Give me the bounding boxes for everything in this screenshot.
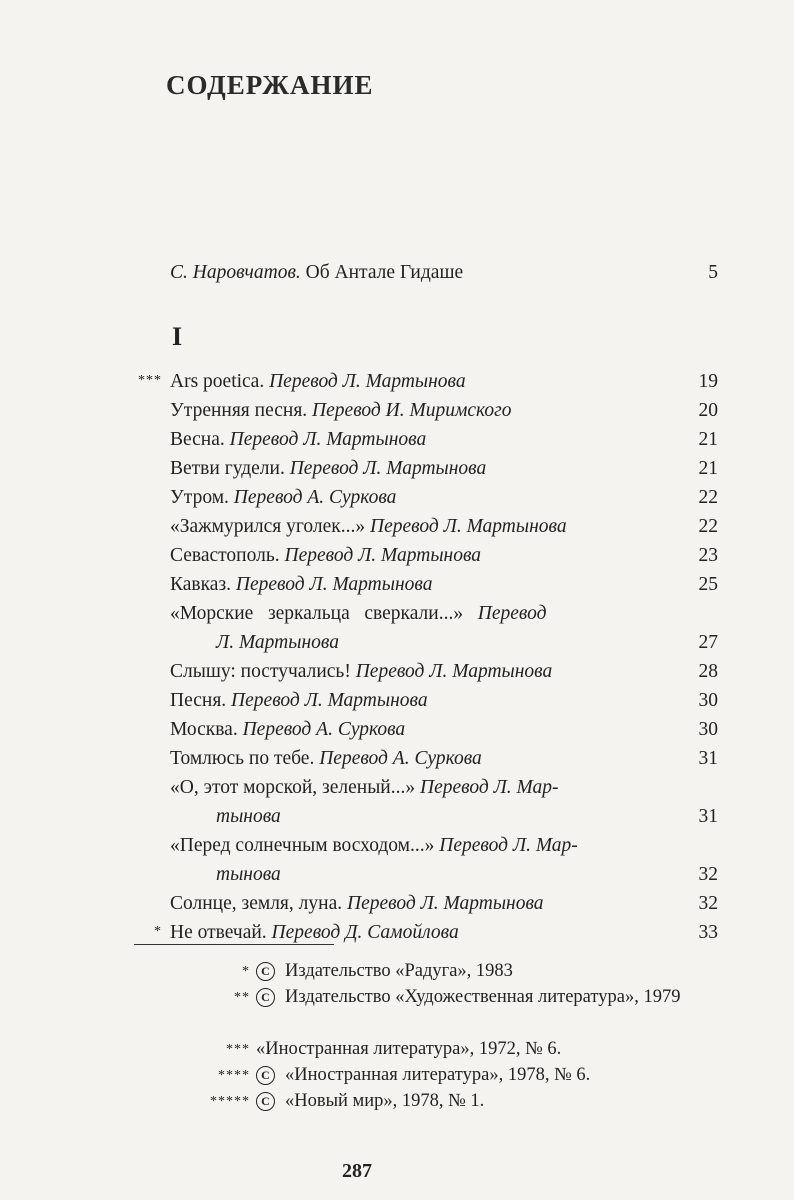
poem-title: Севастополь. bbox=[170, 545, 285, 566]
footnote-marker: * bbox=[154, 924, 162, 939]
intro-title: Об Антале Гидаше bbox=[300, 262, 464, 283]
copyright-icon: C bbox=[256, 988, 275, 1007]
page-ref: 27 bbox=[698, 632, 718, 653]
section-number: I bbox=[172, 322, 183, 351]
page-ref: 21 bbox=[698, 458, 718, 479]
intro-author: С. Наровчатов. bbox=[170, 262, 301, 283]
translator: Перевод И. Миримского bbox=[312, 400, 512, 421]
poem-title: «Перед солнечным восходом...» bbox=[170, 835, 440, 856]
translator: Перевод Л. Мартынова bbox=[229, 429, 427, 450]
translator: Перевод Л. Мартынова bbox=[284, 545, 482, 566]
poem-title: Слышу: постучались! bbox=[170, 661, 356, 682]
translator: Перевод Л. Мартынова bbox=[346, 893, 544, 914]
intro-entry bbox=[170, 258, 718, 287]
page-heading: СОДЕРЖАНИЕ bbox=[166, 70, 374, 100]
footnote bbox=[120, 1088, 740, 1115]
footnote-body bbox=[256, 1036, 726, 1062]
translator: Перевод Л. Мар- bbox=[420, 777, 559, 798]
copyright-icon: C bbox=[256, 1066, 275, 1085]
toc-entry bbox=[170, 889, 718, 918]
translator: Перевод Л. Мартынова bbox=[231, 690, 428, 711]
footnote bbox=[120, 958, 740, 985]
poem-title: Ars poetica. bbox=[170, 371, 270, 392]
footnote-marker: *** bbox=[138, 373, 162, 388]
toc-entry bbox=[170, 454, 718, 483]
poem-title: Солнце, земля, луна. bbox=[170, 893, 347, 914]
toc-entry bbox=[170, 541, 718, 570]
footnote-marks: *** bbox=[226, 1042, 250, 1057]
page-ref: 31 bbox=[698, 806, 718, 827]
footnote-text: «Иностранная литература», 1978, № 6. bbox=[285, 1065, 591, 1085]
toc-entry bbox=[170, 686, 718, 715]
toc-entry bbox=[170, 831, 718, 889]
footnote-body bbox=[256, 1062, 726, 1088]
page-ref: 33 bbox=[698, 922, 718, 943]
page-ref: 30 bbox=[698, 690, 718, 711]
translator: Перевод Л. Мартынова bbox=[235, 574, 433, 595]
poem-title: Утром. bbox=[170, 487, 234, 508]
translator: Перевод Л. Мартынова bbox=[355, 661, 553, 682]
copyright-icon: C bbox=[256, 1092, 275, 1111]
footnote bbox=[120, 1062, 740, 1089]
toc-entry bbox=[170, 425, 718, 454]
footnote bbox=[120, 1036, 740, 1063]
toc-entry bbox=[170, 512, 718, 541]
footnote-marks: ***** bbox=[210, 1094, 250, 1109]
toc-entry bbox=[170, 483, 718, 512]
translator: Перевод А. Суркова bbox=[319, 748, 482, 769]
translator: Перевод bbox=[477, 603, 547, 624]
footnote-body bbox=[256, 958, 726, 984]
page-ref: 28 bbox=[698, 661, 718, 682]
footnote-body bbox=[256, 984, 726, 1010]
toc-entry bbox=[138, 367, 718, 396]
page-ref: 22 bbox=[698, 487, 718, 508]
poem-title: Томлюсь по тебе. bbox=[170, 748, 320, 769]
page-ref: 31 bbox=[698, 748, 718, 769]
poem-title: Не отвечай. bbox=[170, 922, 272, 943]
translator: Перевод А. Суркова bbox=[233, 487, 397, 508]
footnote-marks: **** bbox=[218, 1068, 250, 1083]
toc-entry bbox=[170, 744, 718, 773]
toc-entry bbox=[170, 599, 718, 657]
poem-title: «Морские зеркальца сверкали...» bbox=[170, 603, 478, 624]
poem-title: Утренняя песня. bbox=[170, 400, 313, 421]
footnote-text: «Иностранная литература», 1972, № 6. bbox=[256, 1039, 562, 1059]
footnote-rule bbox=[134, 944, 334, 945]
poem-title: Москва. bbox=[170, 719, 243, 740]
translator: Перевод Л. Мартынова bbox=[370, 516, 567, 537]
footnote-marks: ** bbox=[234, 990, 250, 1005]
copyright-icon: C bbox=[256, 962, 275, 981]
page-ref: 30 bbox=[698, 719, 718, 740]
translator-continued: тынова bbox=[216, 806, 281, 827]
poem-title: Песня. bbox=[170, 690, 232, 711]
translator-continued: тынова bbox=[216, 864, 281, 885]
footnote-body bbox=[256, 1088, 726, 1114]
translator: Перевод Л. Мартынова bbox=[269, 371, 466, 392]
intro-page-number: 5 bbox=[708, 262, 718, 283]
poem-title: Ветви гудели. bbox=[170, 458, 290, 479]
page-ref: 32 bbox=[698, 864, 718, 885]
translator: Перевод Л. Мар- bbox=[439, 835, 578, 856]
page-ref: 19 bbox=[698, 371, 718, 392]
poem-title: «Зажмурился уголек...» bbox=[170, 516, 371, 537]
toc-entry bbox=[170, 570, 718, 599]
page-ref: 20 bbox=[698, 400, 718, 421]
page-ref: 23 bbox=[698, 545, 718, 566]
page-ref: 21 bbox=[698, 429, 718, 450]
toc-entry bbox=[170, 396, 718, 425]
translator: Перевод Л. Мартынова bbox=[289, 458, 487, 479]
translator-continued: Л. Мартынова bbox=[216, 632, 339, 653]
page-ref: 25 bbox=[698, 574, 718, 595]
page-ref: 32 bbox=[698, 893, 718, 914]
poem-title: «О, этот морской, зеленый...» bbox=[170, 777, 420, 798]
toc-entry bbox=[170, 715, 718, 744]
footnote-marks: * bbox=[242, 964, 250, 979]
poem-title: Весна. bbox=[170, 429, 230, 450]
page-ref: 22 bbox=[698, 516, 718, 537]
poem-title: Кавказ. bbox=[170, 574, 236, 595]
translator: Перевод Д. Самойлова bbox=[271, 922, 459, 943]
footnote-text: «Новый мир», 1978, № 1. bbox=[285, 1091, 485, 1111]
footnote-text: Издательство «Радуга», 1983 bbox=[285, 961, 513, 981]
toc-entry bbox=[170, 773, 718, 831]
page-number: 287 bbox=[342, 1160, 372, 1182]
toc-entry bbox=[170, 657, 718, 686]
translator: Перевод А. Суркова bbox=[242, 719, 406, 740]
toc-entry bbox=[154, 918, 718, 947]
footnote bbox=[120, 984, 740, 1011]
footnote-text: Издательство «Художественная литература», 1979 bbox=[285, 987, 681, 1007]
